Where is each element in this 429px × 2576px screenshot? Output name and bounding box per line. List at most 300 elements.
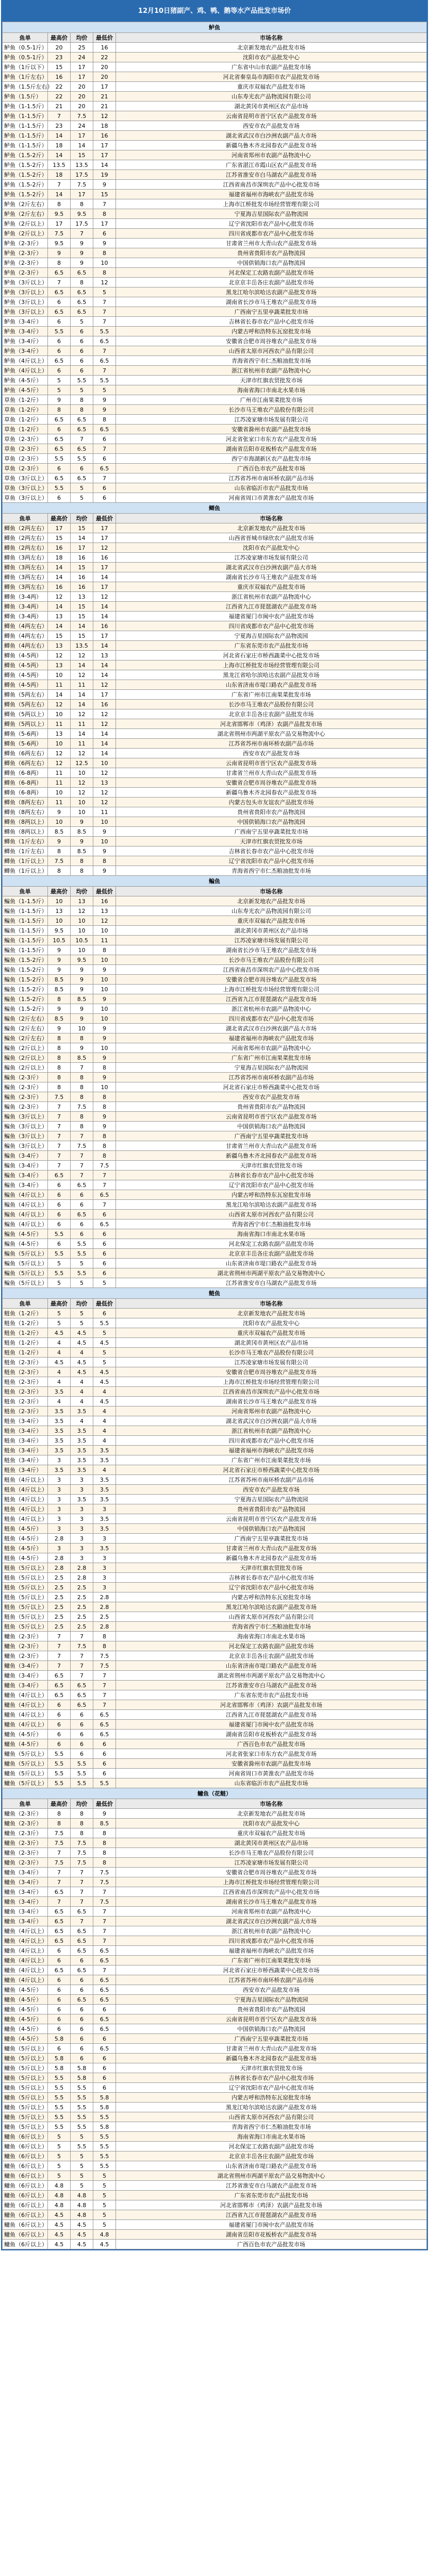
avg-price: 2.5 xyxy=(71,1583,93,1592)
table-row xyxy=(3,405,427,415)
market-name: 内蒙古呼和浩特东瓦窑批发市场 xyxy=(116,2093,427,2103)
min-price: 3 xyxy=(93,1583,116,1592)
max-price: 8 xyxy=(48,1053,71,1063)
avg-price: 24 xyxy=(71,121,93,131)
min-price: 8 xyxy=(93,209,116,219)
table-row xyxy=(3,2230,427,2240)
min-price: 6 xyxy=(93,1749,116,1759)
product-spec: 鲫鱼（3-4两） xyxy=(3,592,48,602)
table-row xyxy=(3,1328,427,1338)
max-price: 3.5 xyxy=(48,1406,71,1416)
avg-price: 6 xyxy=(71,1739,93,1749)
min-price: 7.5 xyxy=(93,1161,116,1171)
min-price: 6 xyxy=(93,2005,116,2014)
max-price: 3 xyxy=(48,1495,71,1504)
product-spec: 鲢鱼（4斤以上） xyxy=(3,1514,48,1524)
product-spec: 鲢鱼（1-2斤） xyxy=(3,1328,48,1338)
max-price: 6.5 xyxy=(48,434,71,444)
product-spec: 鲈鱼（1-1.5斤） xyxy=(3,141,48,150)
avg-price: 4 xyxy=(71,1416,93,1426)
product-spec: 鲢鱼（5斤以上） xyxy=(3,1592,48,1602)
table-row xyxy=(3,700,427,709)
avg-price: 9.5 xyxy=(71,209,93,219)
max-price: 6.5 xyxy=(48,1671,71,1681)
min-price: 14 xyxy=(93,749,116,758)
market-name: 上海市江桥批发市场经营管理有限公司 xyxy=(116,660,427,670)
min-price: 7 xyxy=(93,1700,116,1710)
min-price: 4 xyxy=(93,1406,116,1416)
market-name: 云南省昆明市晋宁区农产品批发市场 xyxy=(116,758,427,768)
market-name: 浙江省杭州市农副产品物流中心 xyxy=(116,1426,427,1436)
max-price: 9 xyxy=(48,395,71,405)
product-spec: 鲈鱼（1-1.5斤） xyxy=(3,121,48,131)
product-spec: 鳙鱼（2-3斤） xyxy=(3,1632,48,1641)
min-price: 3.5 xyxy=(93,1495,116,1504)
market-name: 西安市农产品批发市场 xyxy=(116,121,427,131)
max-price: 7 xyxy=(48,278,71,287)
market-name: 北京新发地农产品批发市场 xyxy=(116,896,427,906)
max-price: 8 xyxy=(48,866,71,876)
market-name: 四川省成都市农产品中心批发市场 xyxy=(116,1936,427,1946)
market-name: 山西省太原市河西农产品有限公司 xyxy=(116,1210,427,1219)
max-price: 4 xyxy=(48,1367,71,1377)
avg-price: 9 xyxy=(71,1043,93,1053)
max-price: 5 xyxy=(48,1278,71,1288)
market-name: 上海市江桥批发市场经营管理有限公司 xyxy=(116,1877,427,1887)
max-price: 7.5 xyxy=(48,1858,71,1868)
max-price: 6 xyxy=(48,366,71,376)
market-name: 海南省海口市南北水果市场 xyxy=(116,1632,427,1641)
table-row xyxy=(3,690,427,700)
min-price: 7 xyxy=(93,307,116,317)
product-spec: 鳙鱼（4-5斤） xyxy=(3,2034,48,2044)
min-price: 6 xyxy=(93,1259,116,1268)
max-price: 2.8 xyxy=(48,1534,71,1544)
min-price: 7 xyxy=(93,317,116,327)
avg-price: 5 xyxy=(71,1259,93,1268)
min-price: 21 xyxy=(93,92,116,101)
avg-price: 6.5 xyxy=(71,1965,93,1975)
market-name: 湖北省武汉市白沙洲农副产品大市场 xyxy=(116,563,427,572)
market-name: 山西省晋城市绿欣农产品批发市场 xyxy=(116,533,427,543)
max-price: 14 xyxy=(48,131,71,141)
max-price: 9 xyxy=(48,965,71,975)
table-row xyxy=(3,945,427,955)
max-price: 6.5 xyxy=(48,473,71,483)
market-name: 重庆市双福农产品批发市场 xyxy=(116,1328,427,1338)
min-price: 8 xyxy=(93,1102,116,1112)
avg-price: 5.5 xyxy=(71,2083,93,2093)
avg-price: 5.8 xyxy=(71,2073,93,2083)
table-row xyxy=(3,1278,427,1288)
market-name: 江苏凌家塘市场发展有限公司 xyxy=(116,936,427,945)
min-price: 3.5 xyxy=(93,1455,116,1465)
max-price: 5.8 xyxy=(48,2063,71,2073)
product-spec: 鳙鱼（3-4斤） xyxy=(3,1671,48,1681)
product-spec: 草鱼（1-2斤） xyxy=(3,395,48,405)
market-name: 江苏省苏州市南环桥农副产品市场 xyxy=(116,1073,427,1082)
max-price: 7.5 xyxy=(48,1828,71,1838)
max-price: 7 xyxy=(48,1632,71,1641)
max-price: 6 xyxy=(48,1730,71,1739)
table-row xyxy=(3,199,427,209)
table-row xyxy=(3,533,427,543)
table-row xyxy=(3,827,427,837)
table-row xyxy=(3,739,427,749)
min-price: 6.5 xyxy=(93,1946,116,1956)
max-price: 5 xyxy=(48,2151,71,2161)
table-row xyxy=(3,278,427,287)
market-name: 河南省周口市黄淮农产品批发市场 xyxy=(116,1769,427,1778)
avg-price: 15 xyxy=(71,523,93,533)
avg-price: 8 xyxy=(71,1092,93,1102)
avg-price: 8.5 xyxy=(71,827,93,837)
min-price: 13 xyxy=(93,778,116,788)
market-name: 甘肃省兰州市大青山农产品批发市场 xyxy=(116,239,427,248)
table-row xyxy=(3,1592,427,1602)
min-price: 17 xyxy=(93,219,116,229)
product-spec: 鳙鱼（3-4斤） xyxy=(3,1661,48,1671)
product-spec: 鳙鱼（3-4斤） xyxy=(3,1907,48,1917)
product-spec: 鲫鱼（6-8两） xyxy=(3,778,48,788)
avg-price: 3 xyxy=(71,1544,93,1553)
min-price: 5.5 xyxy=(93,2161,116,2171)
market-name: 海南省海口市南北水果市场 xyxy=(116,1229,427,1239)
table-row xyxy=(3,631,427,641)
avg-price: 8.5 xyxy=(71,1053,93,1063)
column-header: 市场名称 xyxy=(116,1799,427,1809)
table-row xyxy=(3,1358,427,1367)
table-row xyxy=(3,1190,427,1200)
column-header: 鱼单 xyxy=(3,887,48,896)
table-row xyxy=(3,62,427,72)
max-price: 7.5 xyxy=(48,856,71,866)
table-row xyxy=(3,376,427,385)
product-spec: 鳙鱼（2-3斤） xyxy=(3,1819,48,1828)
table-row xyxy=(3,258,427,268)
table-row xyxy=(3,101,427,111)
min-price: 10 xyxy=(93,837,116,846)
table-row xyxy=(3,817,427,827)
min-price: 6 xyxy=(93,1759,116,1769)
max-price: 5 xyxy=(48,376,71,385)
max-price: 11 xyxy=(48,768,71,778)
product-spec: 鳊鱼（1.5-2斤） xyxy=(3,1004,48,1014)
max-price: 6 xyxy=(48,1200,71,1210)
market-name: 甘肃省兰州市大青山农产品批发市场 xyxy=(116,768,427,778)
avg-price: 2.8 xyxy=(71,1563,93,1573)
avg-price: 5.5 xyxy=(71,2112,93,2122)
avg-price: 7 xyxy=(71,229,93,239)
min-price: 12 xyxy=(93,543,116,553)
table-row xyxy=(3,592,427,602)
min-price: 12 xyxy=(93,788,116,798)
avg-price: 7.5 xyxy=(71,1641,93,1651)
table-row xyxy=(3,1749,427,1759)
product-spec: 鳙鱼（6斤以上） xyxy=(3,2151,48,2161)
min-price: 4.5 xyxy=(93,1338,116,1348)
table-row xyxy=(3,719,427,729)
product-spec: 鳊鱼（3斤以上） xyxy=(3,1141,48,1151)
min-price: 10 xyxy=(93,975,116,985)
market-name: 河北省邯郸市（鸡泽）农副产品批发市场 xyxy=(116,1700,427,1710)
market-name: 四川省成都市农产品中心批发市场 xyxy=(116,1014,427,1024)
market-name: 宁夏海吉星国际农产品物流园 xyxy=(116,1063,427,1073)
product-spec: 鲫鱼（5两以上） xyxy=(3,709,48,719)
table-row xyxy=(3,53,427,62)
table-row xyxy=(3,1809,427,1819)
min-price: 6.5 xyxy=(93,1710,116,1720)
market-name: 河北省邯郸市（鸡泽）农副产品批发市场 xyxy=(116,719,427,729)
min-price: 6.5 xyxy=(93,464,116,473)
max-price: 6.5 xyxy=(48,1171,71,1180)
avg-price: 10.5 xyxy=(71,936,93,945)
market-name: 江苏凌家塘市场发展有限公司 xyxy=(116,1358,427,1367)
avg-price: 5.5 xyxy=(71,1759,93,1769)
avg-price: 5.5 xyxy=(71,1778,93,1788)
min-price: 6.5 xyxy=(93,1995,116,2005)
avg-price: 6.5 xyxy=(71,1180,93,1190)
product-spec: 鲫鱼（5两左右） xyxy=(3,700,48,709)
max-price: 14 xyxy=(48,572,71,582)
max-price: 6 xyxy=(48,336,71,346)
table-row xyxy=(3,1887,427,1897)
max-price: 12 xyxy=(48,758,71,768)
min-price: 9 xyxy=(93,239,116,248)
min-price: 8 xyxy=(93,1063,116,1073)
max-price: 11 xyxy=(48,778,71,788)
market-name: 长沙市马王堆农产品股份有限公司 xyxy=(116,1848,427,1858)
product-spec: 鲢鱼（4-5斤） xyxy=(3,1524,48,1534)
market-name: 青海省西宁市仁杰粮油批发市场 xyxy=(116,1219,427,1229)
avg-price: 15 xyxy=(71,602,93,612)
table-row xyxy=(3,72,427,82)
avg-price: 9 xyxy=(71,258,93,268)
max-price: 10.5 xyxy=(48,936,71,945)
avg-price: 6 xyxy=(71,346,93,356)
avg-price: 3.5 xyxy=(71,1465,93,1475)
table-row xyxy=(3,434,427,444)
table-row xyxy=(3,985,427,994)
market-name: 北京新发地农产品批发市场 xyxy=(116,43,427,53)
avg-price: 16 xyxy=(71,582,93,592)
product-spec: 鲫鱼（2两左右） xyxy=(3,533,48,543)
avg-price: 3.5 xyxy=(71,1406,93,1416)
max-price: 9 xyxy=(48,945,71,955)
min-price: 3 xyxy=(93,1573,116,1583)
product-spec: 鲈鱼（3-4斤） xyxy=(3,317,48,327)
avg-price: 7 xyxy=(71,434,93,444)
table-row xyxy=(3,1504,427,1514)
market-name: 西宁市海湖新区农产品批发市场 xyxy=(116,454,427,464)
table-row xyxy=(3,1612,427,1622)
max-price: 7 xyxy=(48,1877,71,1887)
table-row xyxy=(3,807,427,817)
min-price: 6.5 xyxy=(93,425,116,434)
max-price: 5 xyxy=(48,2142,71,2151)
min-price: 7 xyxy=(93,1690,116,1700)
column-header: 市场名称 xyxy=(116,33,427,43)
min-price: 4.5 xyxy=(93,1367,116,1377)
product-spec: 鳊鱼（1-1.5斤） xyxy=(3,906,48,916)
avg-price: 13.5 xyxy=(71,641,93,651)
product-spec: 鲈鱼（1.5-2斤） xyxy=(3,190,48,199)
avg-price: 12 xyxy=(71,709,93,719)
product-spec: 鳙鱼（2-3斤） xyxy=(3,1641,48,1651)
product-spec: 鲈鱼（1.5-2斤） xyxy=(3,160,48,170)
avg-price: 8 xyxy=(71,856,93,866)
product-spec: 鲈鱼（2斤左右） xyxy=(3,209,48,219)
product-spec: 鳙鱼（6斤以上） xyxy=(3,2240,48,2249)
avg-price: 7 xyxy=(71,1632,93,1641)
market-name: 内蒙古包头市友谊农产品批发市场 xyxy=(116,798,427,807)
avg-price: 4.8 xyxy=(71,2200,93,2210)
table-row xyxy=(3,1720,427,1730)
min-price: 9 xyxy=(93,1122,116,1131)
min-price: 14 xyxy=(93,670,116,680)
min-price: 7 xyxy=(93,1200,116,1210)
max-price: 3.5 xyxy=(48,1436,71,1446)
avg-price: 5 xyxy=(71,2171,93,2181)
market-name: 河北省石家庄市桥西蔬菜中心批发市场 xyxy=(116,1965,427,1975)
max-price: 4.5 xyxy=(48,2220,71,2230)
table-row xyxy=(3,1131,427,1141)
table-row xyxy=(3,1858,427,1868)
product-spec: 鲈鱼（1.5-2斤） xyxy=(3,170,48,180)
market-name: 青海省西宁市仁杰粮油批发市场 xyxy=(116,866,427,876)
min-price: 9 xyxy=(93,1809,116,1819)
table-row xyxy=(3,1573,427,1583)
product-spec: 鲫鱼（3两左右） xyxy=(3,563,48,572)
table-row xyxy=(3,778,427,788)
min-price: 12 xyxy=(93,709,116,719)
min-price: 5 xyxy=(93,2210,116,2220)
avg-price: 6 xyxy=(71,1200,93,1210)
market-name: 重庆市双福农产品批发市场 xyxy=(116,82,427,92)
market-name: 安徽省合肥市周谷堆农产品批发市场 xyxy=(116,975,427,985)
min-price: 6.5 xyxy=(93,2044,116,2054)
max-price: 10 xyxy=(48,709,71,719)
avg-price: 6 xyxy=(71,336,93,346)
avg-price: 3 xyxy=(71,1553,93,1563)
market-name: 辽宁省沈阳市农产品中心批发市场 xyxy=(116,856,427,866)
min-price: 3 xyxy=(93,1504,116,1514)
min-price: 7 xyxy=(93,297,116,307)
max-price: 6 xyxy=(48,425,71,434)
market-name: 浙江省杭州市农副产品物流中心 xyxy=(116,592,427,602)
max-price: 7 xyxy=(48,1661,71,1671)
product-spec: 鲈鱼（4斤以上） xyxy=(3,356,48,366)
product-spec: 草鱼（2-3斤） xyxy=(3,464,48,473)
max-price: 8 xyxy=(48,1082,71,1092)
table-row xyxy=(3,150,427,160)
table-row xyxy=(3,1455,427,1465)
min-price: 6.5 xyxy=(93,336,116,346)
product-spec: 鲫鱼（4两左右） xyxy=(3,621,48,631)
column-header: 最低价 xyxy=(93,33,116,43)
max-price: 5.5 xyxy=(48,1759,71,1769)
max-price: 10 xyxy=(48,739,71,749)
min-price: 7 xyxy=(93,473,116,483)
min-price: 3 xyxy=(93,1563,116,1573)
max-price: 2.5 xyxy=(48,1612,71,1622)
max-price: 6 xyxy=(48,2044,71,2054)
max-price: 5 xyxy=(48,2171,71,2181)
avg-price: 2.5 xyxy=(71,1622,93,1632)
product-spec: 鳙鱼（4斤以上） xyxy=(3,1690,48,1700)
max-price: 5 xyxy=(48,2161,71,2171)
avg-price: 11 xyxy=(71,719,93,729)
max-price: 10 xyxy=(48,670,71,680)
product-spec: 鳊鱼（2-3斤） xyxy=(3,1082,48,1092)
avg-price: 5 xyxy=(71,1318,93,1328)
avg-price: 6.5 xyxy=(71,1946,93,1956)
market-name: 广东省广州市江南果菜批发市场 xyxy=(116,1053,427,1063)
avg-price: 13.5 xyxy=(71,160,93,170)
min-price: 9 xyxy=(93,1024,116,1033)
avg-price: 12 xyxy=(71,670,93,680)
avg-price: 6 xyxy=(71,1749,93,1759)
avg-price: 9 xyxy=(71,985,93,994)
product-spec: 鳙鱼（5斤以上） xyxy=(3,2093,48,2103)
avg-price: 9 xyxy=(71,975,93,985)
market-name: 四川省成都市农产品中心批发市场 xyxy=(116,229,427,239)
max-price: 17 xyxy=(48,219,71,229)
avg-price: 6.5 xyxy=(71,444,93,454)
table-row xyxy=(3,1367,427,1377)
product-spec: 鲈鱼（3斤以上） xyxy=(3,278,48,287)
max-price: 14 xyxy=(48,563,71,572)
product-spec: 鳊鱼（2斤以上） xyxy=(3,1053,48,1063)
avg-price: 6 xyxy=(71,1730,93,1739)
min-price: 8 xyxy=(93,945,116,955)
table-row xyxy=(3,1436,427,1446)
avg-price: 5 xyxy=(71,1278,93,1288)
product-spec: 鳙鱼（6斤以上） xyxy=(3,2220,48,2230)
market-name: 黑龙江省哈尔滨哈达农副产品批发市场 xyxy=(116,670,427,680)
min-price: 10 xyxy=(93,926,116,936)
product-spec: 鲫鱼（1斤左右） xyxy=(3,846,48,856)
market-name: 北京京丰岳各庄农副产品批发市场 xyxy=(116,1249,427,1259)
max-price: 8 xyxy=(48,846,71,856)
product-spec: 鳙鱼（4斤以上） xyxy=(3,1956,48,1965)
avg-price: 6.5 xyxy=(71,473,93,483)
avg-price: 8 xyxy=(71,1819,93,1828)
section-header xyxy=(3,876,427,887)
table-row xyxy=(3,543,427,553)
max-price: 8 xyxy=(48,258,71,268)
avg-price: 11 xyxy=(71,680,93,690)
product-spec: 鳊鱼（3斤以上） xyxy=(3,1112,48,1122)
market-name: 山东省临沂市农产品批发市场 xyxy=(116,483,427,493)
product-spec: 草鱼（3斤以上） xyxy=(3,483,48,493)
table-row xyxy=(3,92,427,101)
avg-price: 6 xyxy=(71,1229,93,1239)
product-spec: 鲈鱼（2-3斤） xyxy=(3,239,48,248)
min-price: 6.5 xyxy=(93,356,116,366)
table-row xyxy=(3,729,427,739)
product-spec: 鲫鱼（5-6两） xyxy=(3,729,48,739)
min-price: 4.8 xyxy=(93,2230,116,2240)
market-name: 广西百色市农产品批发市场 xyxy=(116,2240,427,2249)
market-name: 广东省广州市江南果菜批发市场 xyxy=(116,1956,427,1965)
avg-price: 3 xyxy=(71,1524,93,1534)
product-spec: 鳙鱼（3-4斤） xyxy=(3,1681,48,1690)
table-row xyxy=(3,602,427,612)
product-spec: 鲈鱼（1.5-2斤） xyxy=(3,180,48,190)
max-price: 7.5 xyxy=(48,1092,71,1102)
avg-price: 6 xyxy=(71,2024,93,2034)
